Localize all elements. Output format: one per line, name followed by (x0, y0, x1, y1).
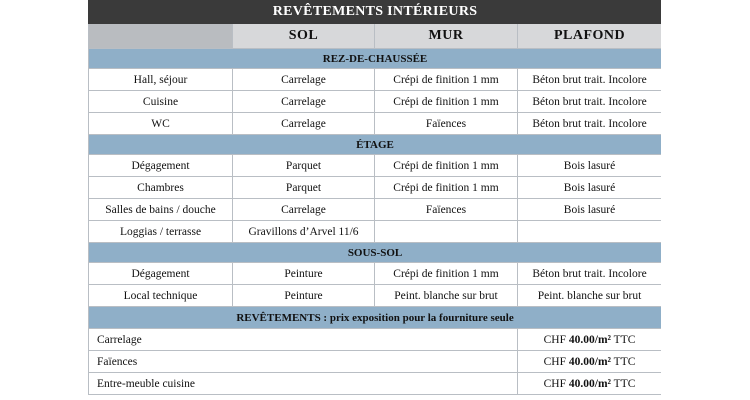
table-row (89, 177, 662, 199)
section-header-row (89, 135, 662, 155)
table-row (89, 263, 662, 285)
price-suffix: TTC (613, 355, 636, 368)
table-title: REVÊTEMENTS INTÉRIEURS (89, 1, 662, 24)
section-title: SOUS-SOL (89, 243, 662, 263)
cell-mur: Crépi de finition 1 mm (375, 91, 518, 113)
cell-plafond: Béton brut trait. Incolore (518, 69, 662, 91)
cell-sol: Gravillons d’Arvel 11/6 (233, 221, 375, 243)
cell-room: Dégagement (89, 155, 233, 177)
price-row (89, 373, 662, 395)
table-row (89, 199, 662, 221)
price-amount: 40.00/m² (568, 355, 611, 368)
table-row (89, 155, 662, 177)
cell-mur: Crépi de finition 1 mm (375, 177, 518, 199)
price-currency: CHF (543, 333, 567, 346)
cell-plafond: Béton brut trait. Incolore (518, 263, 662, 285)
price-value (518, 329, 662, 351)
cell-plafond: Peint. blanche sur brut (518, 285, 662, 307)
cell-plafond: Bois lasuré (518, 199, 662, 221)
column-header-row (89, 24, 662, 49)
column-header-mur: MUR (375, 24, 518, 49)
cell-sol: Peinture (233, 263, 375, 285)
price-label: Faïences (89, 351, 518, 373)
cell-sol: Parquet (233, 177, 375, 199)
cell-sol: Peinture (233, 285, 375, 307)
price-value (518, 351, 662, 373)
price-amount: 40.00/m² (568, 377, 611, 390)
cell-room: Dégagement (89, 263, 233, 285)
finishes-table (88, 0, 661, 395)
cell-plafond: Bois lasuré (518, 177, 662, 199)
cell-sol: Carrelage (233, 113, 375, 135)
cell-room: Local technique (89, 285, 233, 307)
cell-plafond: Béton brut trait. Incolore (518, 91, 662, 113)
cell-room: Cuisine (89, 91, 233, 113)
price-banner-row (89, 307, 662, 329)
price-amount: 40.00/m² (568, 333, 611, 346)
section-title: ÉTAGE (89, 135, 662, 155)
cell-mur: Faïences (375, 113, 518, 135)
section-header-row (89, 243, 662, 263)
cell-room: WC (89, 113, 233, 135)
price-row (89, 329, 662, 351)
section-title: REZ-DE-CHAUSSÉE (89, 49, 662, 69)
column-header-plafond: PLAFOND (518, 24, 662, 49)
cell-sol: Carrelage (233, 91, 375, 113)
finishes-sheet (88, 0, 661, 400)
price-value (518, 373, 662, 395)
cell-mur: Crépi de finition 1 mm (375, 263, 518, 285)
cell-mur: Faïences (375, 199, 518, 221)
price-row (89, 351, 662, 373)
cell-room: Hall, séjour (89, 69, 233, 91)
price-suffix: TTC (613, 377, 636, 390)
section-header-row (89, 49, 662, 69)
cell-sol: Carrelage (233, 199, 375, 221)
table-row (89, 91, 662, 113)
table-row (89, 113, 662, 135)
cell-sol: Parquet (233, 155, 375, 177)
cell-plafond: Béton brut trait. Incolore (518, 113, 662, 135)
price-label: Carrelage (89, 329, 518, 351)
cell-plafond: Bois lasuré (518, 155, 662, 177)
table-row (89, 285, 662, 307)
cell-mur: Crépi de finition 1 mm (375, 155, 518, 177)
title-row (89, 1, 662, 24)
price-label: Entre-meuble cuisine (89, 373, 518, 395)
price-currency: CHF (543, 377, 567, 390)
cell-mur: Crépi de finition 1 mm (375, 69, 518, 91)
cell-mur (375, 221, 518, 243)
cell-sol: Carrelage (233, 69, 375, 91)
cell-room: Loggias / terrasse (89, 221, 233, 243)
table-row (89, 221, 662, 243)
cell-plafond (518, 221, 662, 243)
cell-room: Chambres (89, 177, 233, 199)
price-banner: REVÊTEMENTS : prix exposition pour la fourniture seule (89, 307, 662, 329)
column-header-blank (89, 24, 233, 49)
price-currency: CHF (543, 355, 567, 368)
table-row (89, 69, 662, 91)
column-header-sol: SOL (233, 24, 375, 49)
cell-room: Salles de bains / douche (89, 199, 233, 221)
cell-mur: Peint. blanche sur brut (375, 285, 518, 307)
finishes-table-body (89, 1, 662, 395)
price-suffix: TTC (613, 333, 636, 346)
